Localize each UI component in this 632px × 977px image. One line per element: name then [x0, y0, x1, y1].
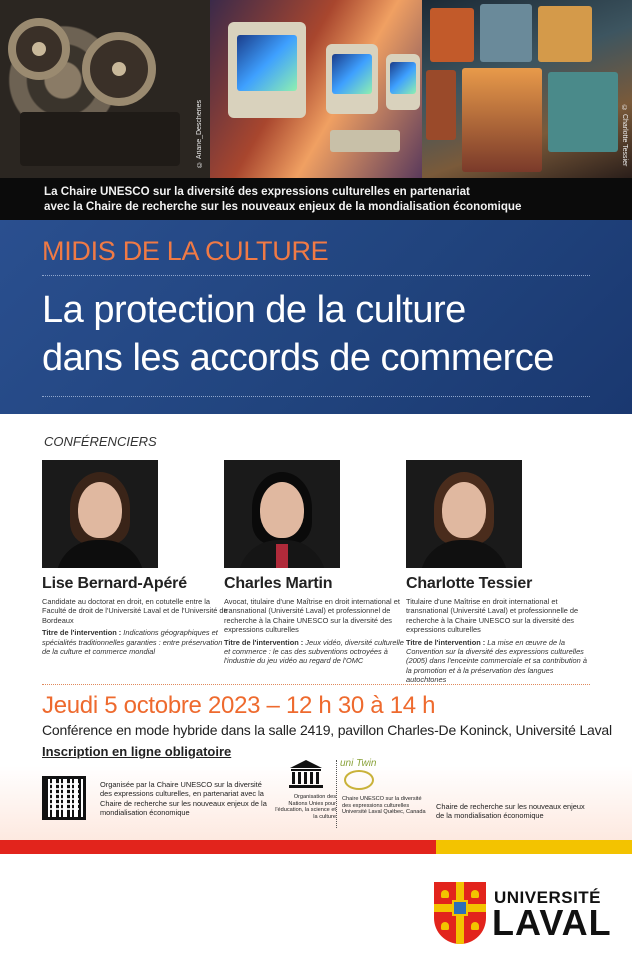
- speaker-talk: [406, 638, 594, 685]
- banner-line: La Chaire UNESCO sur la diversité des expressions culturelles en partenariat: [44, 185, 470, 198]
- speaker-portrait: [224, 460, 340, 568]
- event-date: Jeudi 5 octobre 2023 – 12 h 30 à 14 h: [42, 692, 436, 719]
- game-tile: [538, 6, 592, 62]
- divider: [42, 396, 590, 397]
- game-tile: [480, 4, 532, 62]
- title-line: dans les accords de commerce: [42, 337, 554, 379]
- fleur-de-lis-icon: [441, 922, 449, 930]
- talk-label: Titre de l'intervention :: [406, 637, 486, 647]
- speaker-card: [42, 460, 230, 656]
- film-reel-icon: [82, 32, 156, 106]
- research-chair-text: Chaire de recherche sur les nouveaux enjeux de la mondialisation économique: [436, 802, 585, 821]
- fleur-de-lis-icon: [471, 890, 479, 898]
- speaker-name: Lise Bernard-Apéré: [42, 575, 187, 592]
- header-photo-strip: [0, 0, 632, 178]
- partnership-banner: [0, 178, 632, 220]
- monitor-icon: [228, 22, 306, 118]
- speaker-portrait: [42, 460, 158, 568]
- retro-computers-photo: [210, 0, 422, 178]
- projector-body: [20, 112, 180, 166]
- fleur-de-lis-icon: [471, 922, 479, 930]
- film-reel-icon: [8, 18, 70, 80]
- game-tile: [426, 70, 456, 140]
- speaker-portrait: [406, 460, 522, 568]
- divider: [42, 275, 590, 276]
- game-tile: [430, 8, 474, 62]
- talk-title: Indications géographiques et spécialités traditionnelles garanties : entre préservation de la culture et commerce mondial: [42, 628, 223, 657]
- keyboard-icon: [330, 130, 400, 152]
- shoulders: [420, 540, 508, 568]
- crest-center: [452, 900, 468, 916]
- game-tile: [548, 72, 618, 152]
- speaker-talk: [224, 638, 412, 666]
- speaker-card: [224, 460, 412, 666]
- face: [442, 482, 486, 538]
- game-tile: [462, 68, 542, 172]
- banner-line: avec la Chaire de recherche sur les nouveaux enjeux de la mondialisation économique: [44, 200, 522, 213]
- photo-credit: © Ariane_Descheries: [196, 100, 203, 168]
- face: [78, 482, 122, 538]
- event-title: [42, 286, 602, 382]
- face: [260, 482, 304, 538]
- speaker-bio: Avocat, titulaire d'une Maîtrise en droit international et transnational (Université Laval) et professionnel de recherche à la Chaire UNESCO sur la diversité des expressions culturelles: [224, 597, 400, 635]
- speaker-card: [406, 460, 594, 685]
- logo-text-top: UNIVERSITÉ: [494, 888, 602, 907]
- tie: [276, 544, 288, 568]
- unitwin-caption: Chaire UNESCO sur la diversité des expressions culturelles Université Laval Québec, Canada: [342, 796, 426, 816]
- event-venue: Conférence en mode hybride dans la salle 2419, pavillon Charles-De Koninck, Université Laval: [42, 722, 612, 738]
- speaker-name: Charles Martin: [224, 575, 333, 592]
- photo-credit: © Charlotte Tessier: [621, 105, 628, 167]
- speakers-heading: CONFÉRENCIERS: [44, 434, 157, 449]
- signup-link[interactable]: Inscription en ligne obligatoire: [42, 744, 232, 759]
- logo-text-bottom: LAVAL: [492, 902, 612, 943]
- organizer-text: Organisée par la Chaire UNESCO sur la diversité des expressions culturelles, en partenariat avec la Chaire de recherche sur les nouveaux enjeux de la mondialisation économique: [100, 780, 267, 818]
- color-stripe-red: [0, 840, 436, 854]
- shoulders: [56, 540, 144, 568]
- qr-code-icon[interactable]: [42, 776, 86, 820]
- color-stripe-yellow: [436, 840, 632, 854]
- fleur-de-lis-icon: [441, 890, 449, 898]
- talk-title: Jeux vidéo, diversité culturelle et commerce : le cas des subventions octroyées à l'industrie du jeu vidéo au regard de l'OMC: [224, 637, 404, 666]
- unitwin-label: uni Twin: [340, 758, 377, 769]
- unesco-caption: Organisation des Nations Unies pour l'éducation, la science et la culture: [275, 794, 336, 820]
- unesco-logo-icon: [286, 758, 326, 790]
- talk-label: Titre de l'intervention :: [42, 628, 122, 638]
- title-block: [0, 220, 632, 414]
- video-game-tiles-photo: [422, 0, 632, 178]
- monitor-icon: [386, 54, 420, 110]
- speaker-talk: [42, 628, 230, 656]
- series-name: MIDIS DE LA CULTURE: [42, 236, 329, 266]
- talk-title: La mise en œuvre de la Convention sur la diversité des expressions culturelles (2005) dans l'enceinte commerciale et sa contribution à la promotion et à la préservation des langues autochtones: [406, 637, 587, 685]
- divider: [336, 760, 337, 828]
- title-line: La protection de la culture: [42, 289, 466, 331]
- unitwin-logo-icon: [344, 770, 374, 790]
- speaker-bio: Titulaire d'une Maîtrise en droit international et transnational (Université Laval) et professionnelle de recherche à la Chaire UNESCO sur la diversité des expressions culturelles: [406, 597, 579, 635]
- divider: [42, 684, 590, 685]
- speaker-name: Charlotte Tessier: [406, 575, 533, 592]
- film-projector-photo: [0, 0, 210, 178]
- speaker-bio: Candidate au doctorat en droit, en cotutelle entre la Faculté de droit de l'Université Laval et de l'Université de Bordeaux: [42, 597, 228, 625]
- talk-label: Titre de l'intervention :: [224, 637, 304, 647]
- monitor-icon: [326, 44, 378, 114]
- laval-crest-icon: [434, 882, 486, 944]
